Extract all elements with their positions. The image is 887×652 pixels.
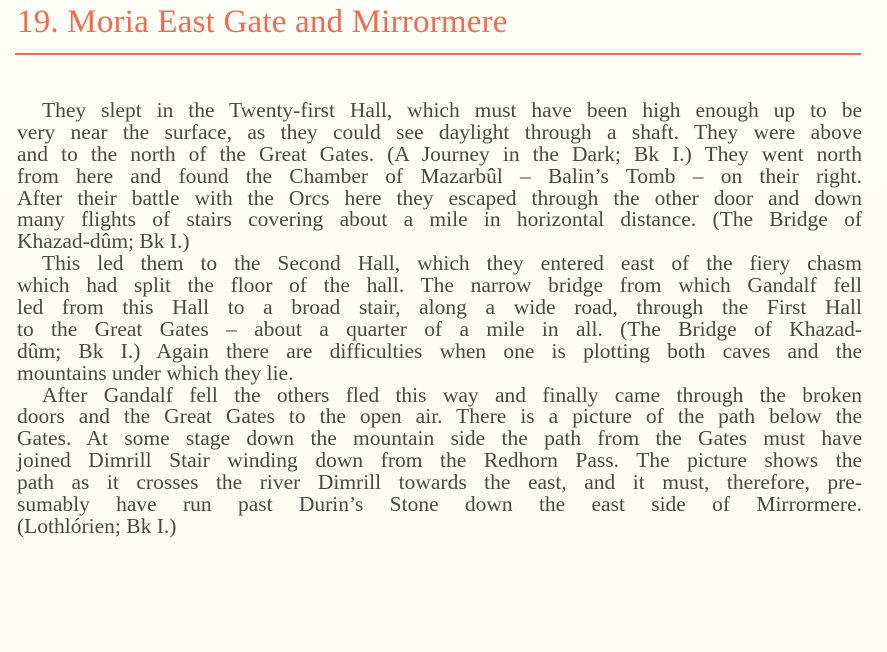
text-line: dûm; Bk I.) Again there are difficulties when one is plotting both caves and the	[17, 338, 862, 363]
text-line: from here and found the Chamber of Mazarbûl – Balin’s Tomb – on their right.	[17, 163, 862, 188]
text-line: led from this Hall to a broad stair, along a wide road, through the First Hall	[17, 295, 862, 320]
text-line: to the Great Gates – about a quarter of a mile in all. (The Bridge of Khazad-	[17, 316, 862, 341]
text-line: many flights of stairs covering about a mile in horizontal distance. (The Bridge of	[17, 207, 862, 232]
paragraph-2	[17, 253, 862, 384]
text-line: Khazad-dûm; Bk I.)	[17, 229, 190, 254]
text-line: which had split the floor of the hall. The narrow bridge from which Gandalf fell	[17, 273, 862, 298]
text-line: After Gandalf fell the others fled this way and finally came through the broken	[42, 382, 862, 407]
text-line: very near the surface, as they could see daylight through a shaft. They were above	[17, 119, 862, 144]
text-line: path as it crosses the river Dimrill towards the east, and it must, therefore, pre-	[17, 470, 862, 495]
text-line: joined Dimrill Stair winding down from the Redhorn Pass. The picture shows the	[17, 448, 862, 473]
text-line: sumably have run past Durin’s Stone down the east side of Mirrormere.	[17, 492, 862, 517]
text-line: After their battle with the Orcs here they escaped through the other door and down	[17, 185, 862, 210]
text-line: Gates. At some stage down the mountain side the path from the Gates must have	[17, 426, 862, 451]
text-line: mountains under which they lie.	[17, 360, 294, 385]
chapter-title: 19. Moria East Gate and Mirrormere	[17, 4, 508, 40]
paragraph-3	[17, 382, 862, 538]
title-divider-rule	[15, 53, 861, 55]
paragraph-1	[17, 100, 862, 253]
text-line: (Lothlórien; Bk I.)	[17, 513, 177, 538]
text-line: This led them to the Second Hall, which they entered east of the fiery chasm	[42, 251, 862, 276]
text-line: They slept in the Twenty-first Hall, which must have been high enough up to be	[42, 98, 862, 122]
chapter-body	[17, 100, 862, 538]
text-line: doors and the Great Gates to the open air. There is a picture of the path below the	[17, 404, 862, 429]
text-line: and to the north of the Great Gates. (A Journey in the Dark; Bk I.) They went north	[17, 141, 862, 166]
